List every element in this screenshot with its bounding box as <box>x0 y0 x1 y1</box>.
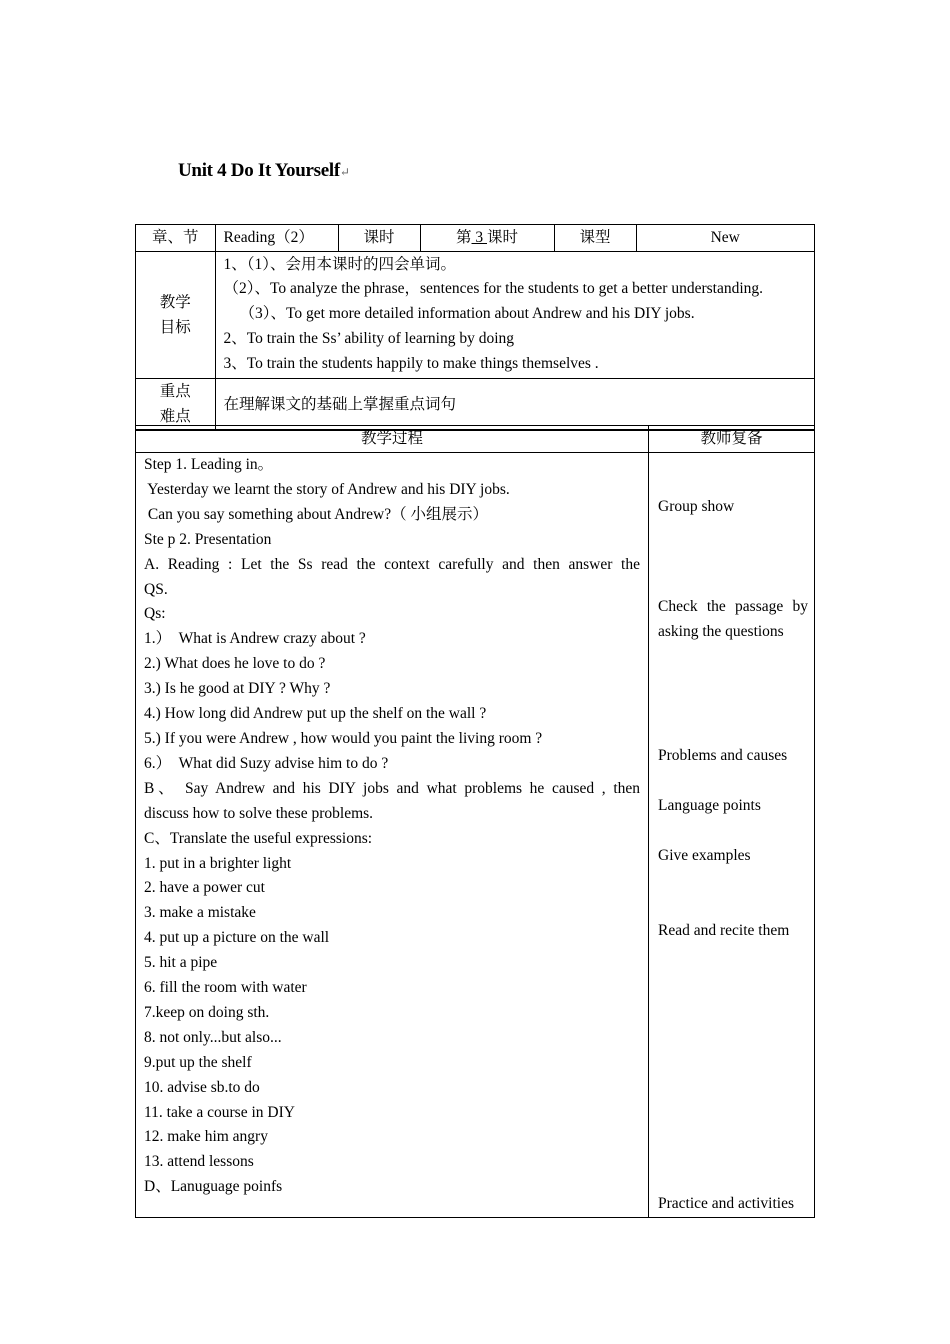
process-line: 3.) Is he good at DIY ? Why ? <box>144 680 331 698</box>
period-label: 课时 <box>338 225 420 251</box>
process-line: 7.keep on doing sth. <box>144 1003 270 1021</box>
process-line: Ste p 2. Presentation <box>144 530 272 548</box>
note-language-points: Language points <box>658 797 761 814</box>
process-line: 2. have a power cut <box>144 879 265 897</box>
period-prefix: 第 <box>455 229 472 247</box>
teacher-notes-column <box>649 425 814 1217</box>
goals-label-line2: 目标 <box>159 318 191 336</box>
process-line: 11. take a course in DIY <box>144 1103 295 1121</box>
process-lines <box>136 453 648 1200</box>
process-line: 10. advise sb.to do <box>144 1078 260 1096</box>
note-give-examples: Give examples <box>658 847 751 864</box>
key-points-label-line2: 难点 <box>159 408 191 426</box>
key-points-text: 在理解课文的基础上掌握重点词句 <box>215 379 814 430</box>
title-text: Unit 4 Do It Yourself <box>178 160 340 181</box>
process-line: B、 Say Andrew and his DIY jobs and what problems he caused , then <box>144 779 640 797</box>
process-line: 13. attend lessons <box>144 1153 254 1171</box>
process-line: 2.) What does he love to do ? <box>144 655 326 673</box>
process-line: 1.） What is Andrew crazy about ? <box>144 630 366 648</box>
period-suffix: 课时 <box>487 229 519 247</box>
process-line: 3. make a mistake <box>144 904 256 922</box>
process-line: Can you say something about Andrew?（ 小组展示） <box>144 505 488 523</box>
chapter-value: Reading（2） <box>215 225 338 251</box>
process-line: 5. hit a pipe <box>144 954 218 972</box>
type-label: 课型 <box>554 225 636 251</box>
note-read-recite: Read and recite them <box>658 922 790 939</box>
process-header: 教学过程 <box>136 425 648 453</box>
process-line: 12. make him angry <box>144 1128 268 1146</box>
note-group-show: Group show <box>658 498 735 515</box>
process-line: Yesterday we learnt the story of Andrew and his DIY jobs. <box>144 480 510 498</box>
key-points-label <box>136 379 215 430</box>
goal-line: 1、（1）、会用本课时的四会单词。 <box>223 255 457 273</box>
process-line: 8. not only...but also... <box>144 1028 282 1046</box>
process-line: 5.) If you were Andrew , how would you paint the living room ? <box>144 729 543 747</box>
goal-line: 2、To train the Ss’ ability of learning by doing <box>223 330 514 348</box>
goal-line: （2）、To analyze the phrase，sentences for the students to get a better understanding. <box>223 280 764 298</box>
process-table <box>135 425 815 1218</box>
process-line: discuss how to solve these problems. <box>144 804 374 822</box>
teacher-notes-header: 教师复备 <box>649 425 814 453</box>
goals-label-line1: 教学 <box>159 293 191 311</box>
process-line: C、Translate the useful expressions: <box>144 829 373 847</box>
page-title <box>178 160 350 182</box>
chapter-label: 章、节 <box>136 225 215 251</box>
period-value <box>420 225 554 251</box>
process-line: Qs: <box>144 605 166 623</box>
note-practice-activities: Practice and activities <box>658 1195 794 1212</box>
period-number: 3 <box>471 229 487 247</box>
process-line: Step 1. Leading in。 <box>144 456 274 473</box>
note-asking-questions: asking the questions <box>658 623 784 640</box>
process-line: 4. put up a picture on the wall <box>144 929 330 947</box>
process-line: 6. fill the room with water <box>144 979 307 997</box>
lesson-info-table <box>135 224 815 431</box>
return-mark: ↵ <box>339 165 350 179</box>
goal-line: （3）、To get more detailed information about Andrew and his DIY jobs. <box>239 305 695 323</box>
process-line: QS. <box>144 580 168 598</box>
process-line: 4.) How long did Andrew put up the shelf on the wall ? <box>144 705 487 723</box>
goals-content <box>215 251 814 379</box>
process-line: A. Reading : Let the Ss read the context carefully and then answer the <box>144 555 640 573</box>
note-check-passage: Check the passage by <box>658 598 808 615</box>
goal-line: 3、To train the students happily to make things themselves . <box>223 355 599 373</box>
process-line: 1. put in a brighter light <box>144 854 292 872</box>
type-value: New <box>636 225 814 251</box>
process-column <box>136 425 649 1217</box>
process-line: 6.） What did Suzy advise him to do ? <box>144 754 389 772</box>
key-points-label-line1: 重点 <box>159 383 191 401</box>
note-problems-causes: Problems and causes <box>658 747 788 764</box>
goals-label <box>136 251 215 379</box>
process-line: D、Lanuguage poinfs <box>144 1178 283 1196</box>
process-line: 9.put up the shelf <box>144 1053 252 1071</box>
